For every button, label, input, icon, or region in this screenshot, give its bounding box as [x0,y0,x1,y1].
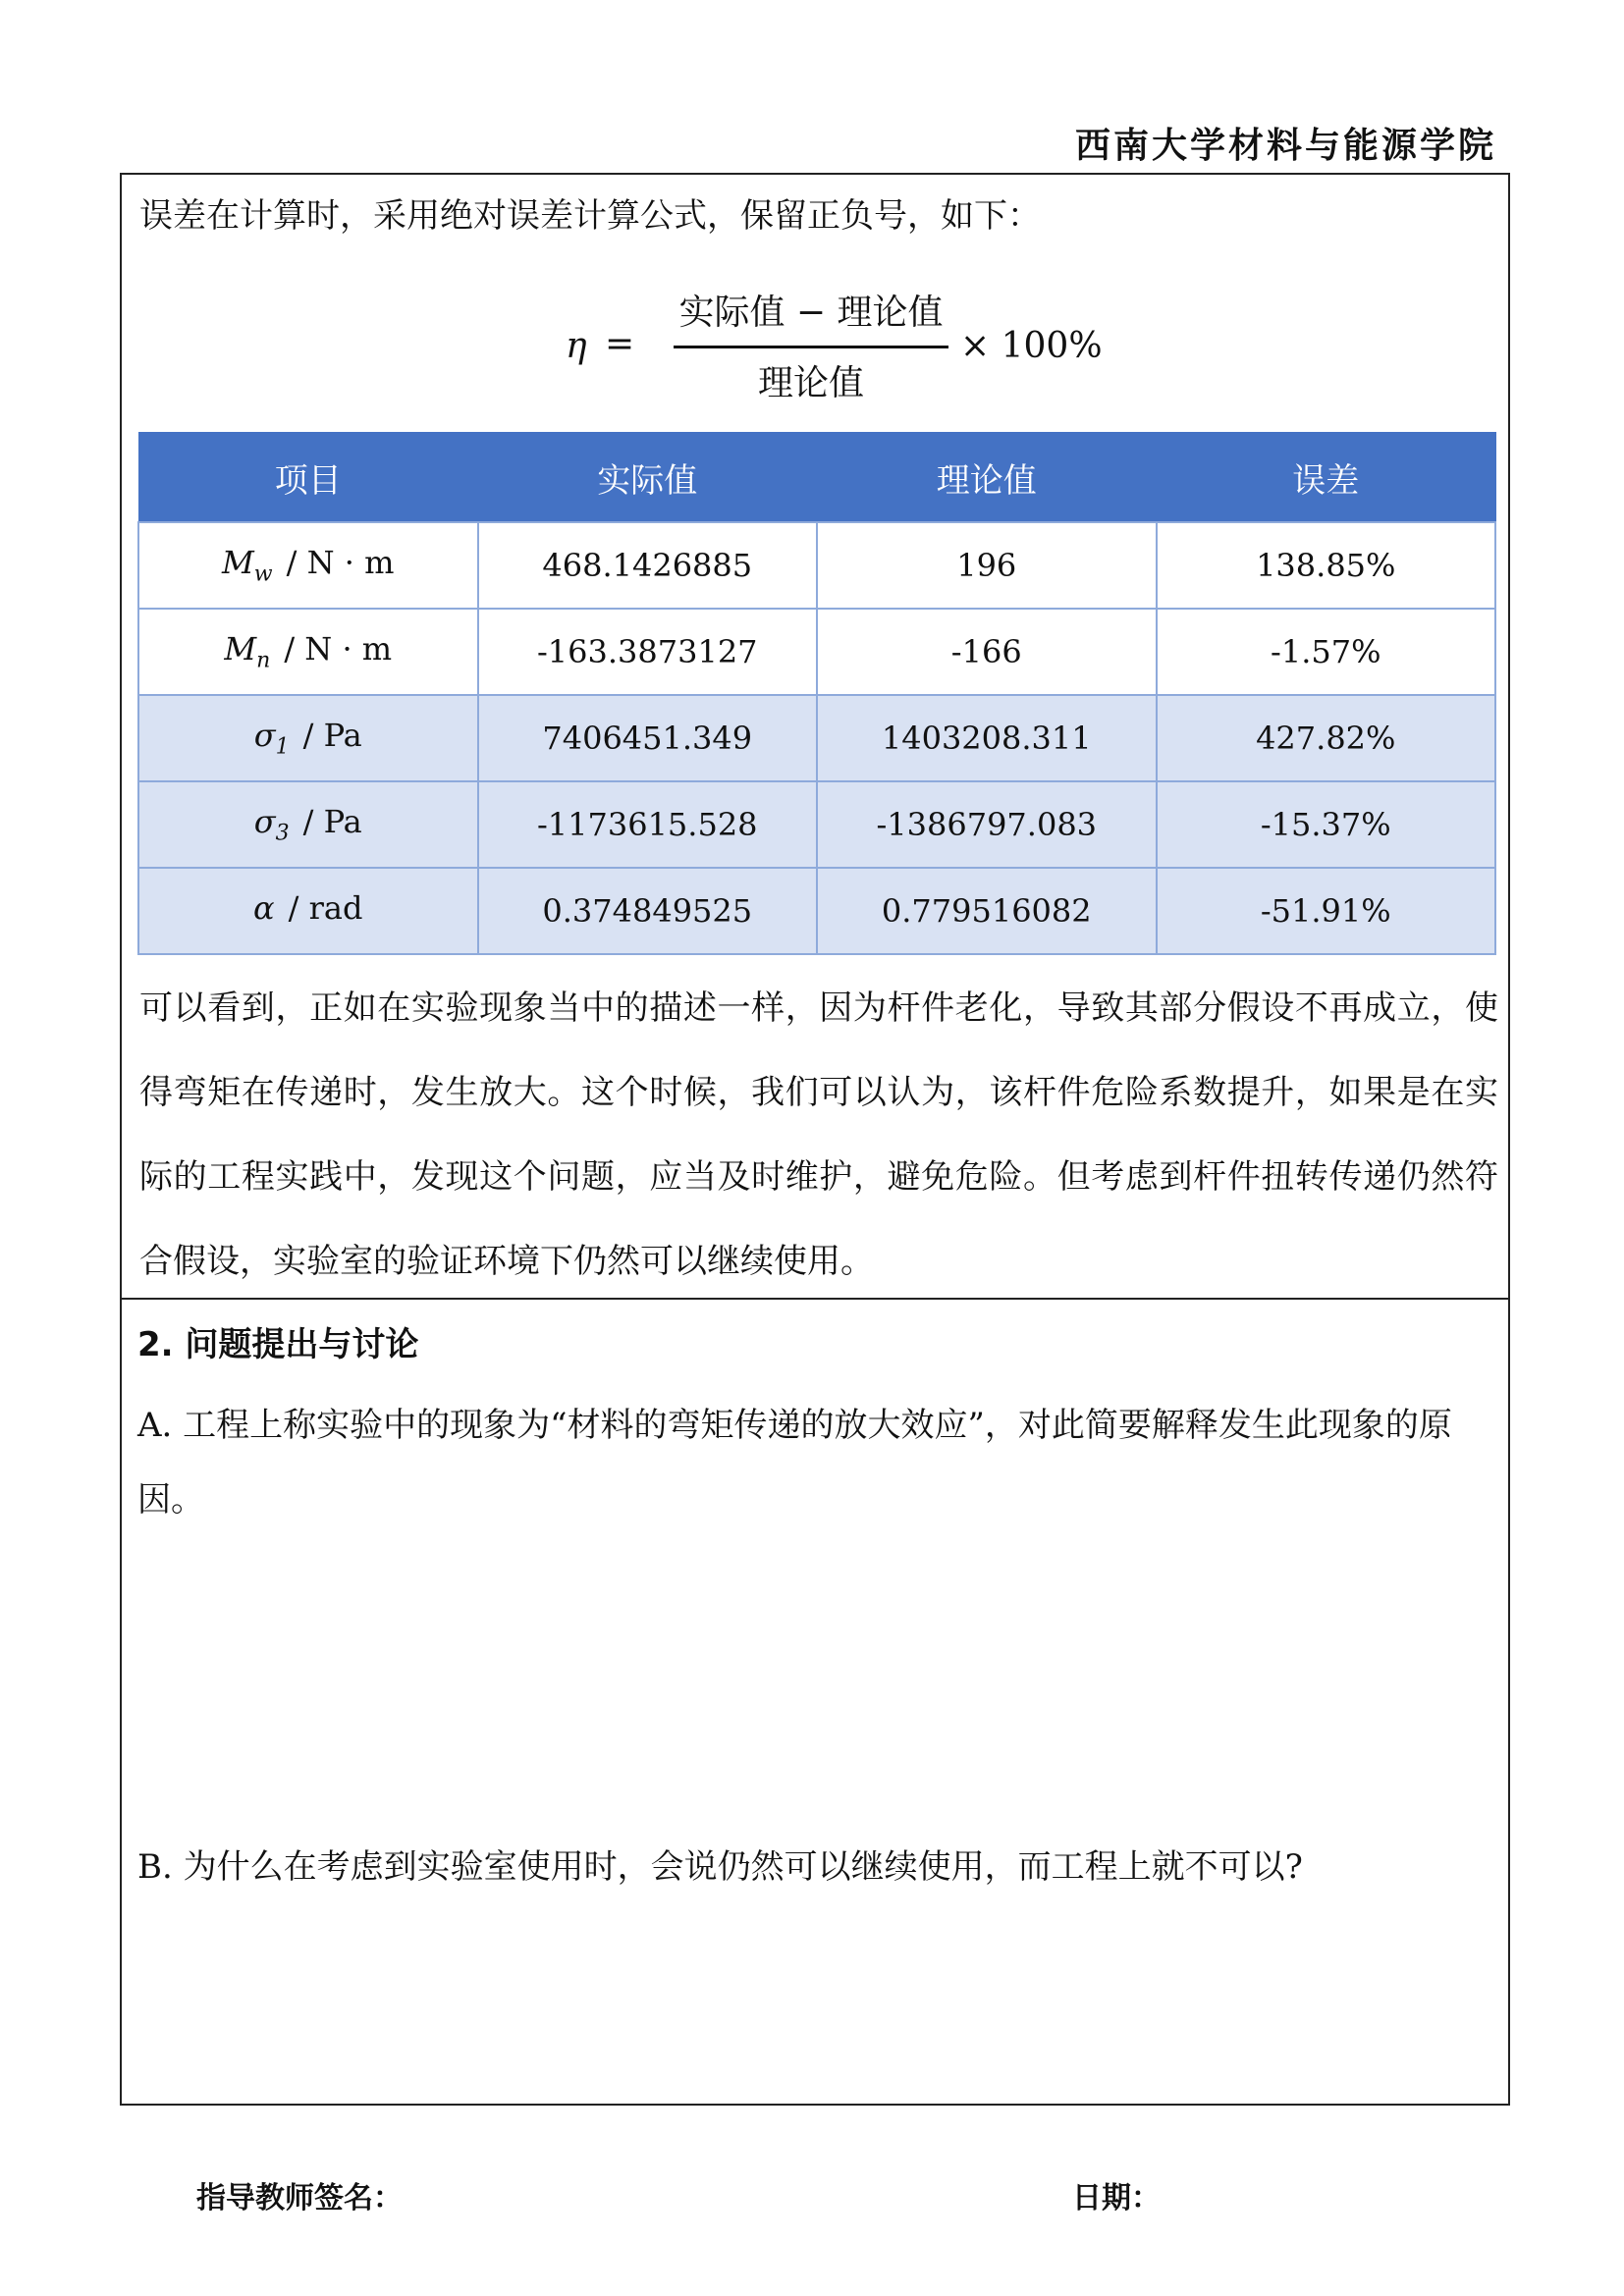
section-divider [122,1298,1508,1300]
item-cell: $M_w / N \cdot m$ [138,522,478,609]
error-cell: 138.85% [1157,522,1496,609]
actual-cell: -163.3873127 [478,609,818,695]
item-cell: $M_n / N \cdot m$ [138,609,478,695]
error-cell: -1.57% [1157,609,1496,695]
theory-cell: -1386797.083 [817,781,1157,868]
question-a: A. 工程上称实验中的现象为“材料的弯矩传递的放大效应”，对此简要解释发生此现象的原因。 [137,1406,1452,1520]
actual-cell: 7406451.349 [478,695,818,781]
table-header-row [138,433,1495,523]
date-label: 日期： [1072,2181,1161,2216]
header-actual: 实际值 [478,433,818,523]
header-theory: 理论值 [817,433,1157,523]
header-item: 项目 [138,433,478,523]
theory-cell: 1403208.311 [817,695,1157,781]
error-formula [566,285,1115,402]
item-cell: $\sigma_3$ / Pa [138,781,478,868]
theory-cell: -166 [817,609,1157,695]
theory-cell: 0.779516082 [817,868,1157,954]
formula-denominator: 理论值 [757,363,864,403]
table-row [138,609,1495,695]
table-row [138,781,1495,868]
question-b: B. 为什么在考虑到实验室使用时，会说仍然可以继续使用，而工程上就不可以? [137,1847,1303,1887]
actual-cell: -1173615.528 [478,781,818,868]
section-title: 2. 问题提出与讨论 [137,1325,419,1364]
table-row [138,522,1495,609]
school-name: 西南大学材料与能源学院 [1074,126,1496,166]
fraction-bar [674,346,948,348]
intro-text: 误差在计算时，采用绝对误差计算公式，保留正负号，如下： [139,196,1041,236]
item-cell: α / rad [138,868,478,954]
error-cell: -15.37% [1157,781,1496,868]
actual-cell: 468.1426885 [478,522,818,609]
error-cell: -51.91% [1157,868,1496,954]
analysis-paragraph: 可以看到，正如在实验现象当中的描述一样，因为杆件老化，导致其部分假设不再成立，使得弯矩在传递时，发生放大。这个时候，我们可以认为，该杆件危险系数提升，如果是在实际的工程实践中，发现这个问题，应当及时维护，避免危险。但考虑到杆件扭转传递仍然符合假设，实验室的验证环境下仍然可以继续使用。 [139,988,1498,1281]
header-error: 误差 [1157,433,1496,523]
table-row [138,868,1495,954]
error-cell: 427.82% [1157,695,1496,781]
report-frame [120,173,1510,2106]
teacher-signature-label: 指导教师签名： [196,2181,403,2216]
results-table [137,432,1496,955]
formula-numerator: 实际值 − 理论值 [678,293,944,333]
formula-eta: η [566,326,587,366]
item-cell: $\sigma_1$ / Pa [138,695,478,781]
formula-multiplier: × 100% [960,326,1103,366]
actual-cell: 0.374849525 [478,868,818,954]
formula-equals: = [605,324,635,364]
theory-cell: 196 [817,522,1157,609]
table-row [138,695,1495,781]
